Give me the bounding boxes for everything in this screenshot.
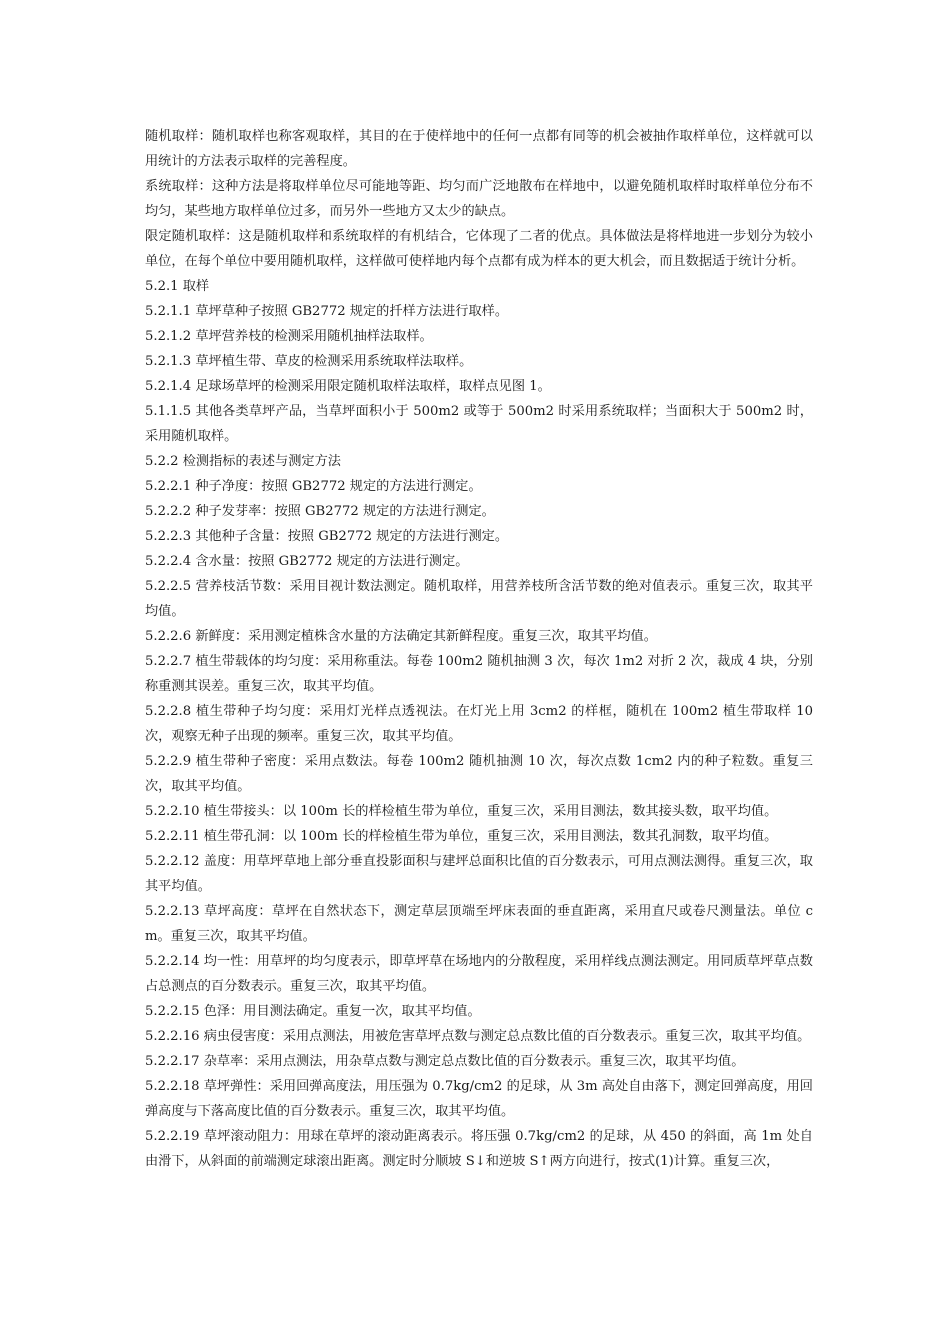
clause-5-2-2-9: 5.2.2.9 植生带种子密度：采用点数法。每卷 100m2 随机抽测 10 次，每次点数 1cm2 内的种子粒数。重复三次，取其平均值。	[145, 754, 813, 794]
clause-5-1-1-5: 5.1.1.5 其他各类草坪产品，当草坪面积小于 500m2 或等于 500m2 时采用系统取样；当面积大于 500m2 时，采用随机取样。	[145, 404, 813, 444]
clause-5-2-2-6: 5.2.2.6 新鲜度：采用测定植株含水量的方法确定其新鲜程度。重复三次，取其平均值。	[145, 629, 657, 644]
document-body	[145, 124, 813, 1174]
clause-5-2-2-1: 5.2.2.1 种子净度：按照 GB2772 规定的方法进行测定。	[145, 479, 482, 494]
clause-5-2-1-2: 5.2.1.2 草坪营养枝的检测采用随机抽样法取样。	[145, 329, 433, 344]
clause-5-2-1-4: 5.2.1.4 足球场草坪的检测采用限定随机取样法取样，取样点见图 1。	[145, 379, 551, 394]
clause-5-2-2-19: 5.2.2.19 草坪滚动阻力：用球在草坪的滚动距离表示。将压强 0.7kg/cm2 的足球，从 450 的斜面，高 1m 处自由滑下，从斜面的前端测定球滚出距离。测定时分顺坡 S↓和逆坡 S↑两方向进行，按式(1)计算。重复三次，	[145, 1129, 813, 1169]
clause-5-2-2-2: 5.2.2.2 种子发芽率：按照 GB2772 规定的方法进行测定。	[145, 504, 495, 519]
paragraph-systematic-sampling: 系统取样：这种方法是将取样单位尽可能地等距、均匀而广泛地散布在样地中，以避免随机取样时取样单位分布不均匀，某些地方取样单位过多，而另外一些地方又太少的缺点。	[145, 179, 813, 219]
clause-5-2-2-4: 5.2.2.4 含水量：按照 GB2772 规定的方法进行测定。	[145, 554, 469, 569]
paragraph-random-sampling: 随机取样：随机取样也称客观取样，其目的在于使样地中的任何一点都有同等的机会被抽作取样单位，这样就可以用统计的方法表示取样的完善程度。	[145, 129, 813, 169]
clause-5-2-2-7: 5.2.2.7 植生带载体的均匀度：采用称重法。每卷 100m2 随机抽测 3 次，每次 1m2 对折 2 次，裁成 4 块，分别称重测其误差。重复三次，取其平均值。	[145, 654, 813, 694]
clause-5-2-2-8: 5.2.2.8 植生带种子均匀度：采用灯光样点透视法。在灯光上用 3cm2 的样框，随机在 100m2 植生带取样 10 次，观察无种子出现的频率。重复三次，取其平均值。	[145, 704, 813, 744]
clause-5-2-2-5: 5.2.2.5 营养枝活节数：采用目视计数法测定。随机取样，用营养枝所含活节数的绝对值表示。重复三次，取其平均值。	[145, 579, 813, 619]
clause-5-2-2-10: 5.2.2.10 植生带接头：以 100m 长的样检植生带为单位，重复三次，采用目测法，数其接头数，取平均值。	[145, 804, 778, 819]
clause-5-2-2-12: 5.2.2.12 盖度：用草坪草地上部分垂直投影面积与建坪总面积比值的百分数表示，可用点测法测得。重复三次，取其平均值。	[145, 854, 813, 894]
section-heading-5-2-2: 5.2.2 检测指标的表述与测定方法	[145, 454, 341, 469]
clause-5-2-1-3: 5.2.1.3 草坪植生带、草皮的检测采用系统取样法取样。	[145, 354, 473, 369]
clause-5-2-2-11: 5.2.2.11 植生带孔洞：以 100m 长的样检植生带为单位，重复三次，采用目测法，数其孔洞数，取平均值。	[145, 829, 778, 844]
clause-5-2-2-18: 5.2.2.18 草坪弹性：采用回弹高度法，用压强为 0.7kg/cm2 的足球，从 3m 高处自由落下，测定回弹高度，用回弹高度与下落高度比值的百分数表示。重复三次，取其平均值。	[145, 1079, 813, 1119]
clause-5-2-2-3: 5.2.2.3 其他种子含量：按照 GB2772 规定的方法进行测定。	[145, 529, 509, 544]
clause-5-2-1-1: 5.2.1.1 草坪草种子按照 GB2772 规定的扦样方法进行取样。	[145, 304, 509, 319]
clause-5-2-2-17: 5.2.2.17 杂草率：采用点测法，用杂草点数与测定总点数比值的百分数表示。重复三次，取其平均值。	[145, 1054, 745, 1069]
paragraph-restricted-random-sampling: 限定随机取样：这是随机取样和系统取样的有机结合，它体现了二者的优点。具体做法是将样地进一步划分为较小单位，在每个单位中要用随机取样，这样做可使样地内每个点都有成为样本的更大机会，而且数据适于统计分析。	[145, 229, 813, 269]
clause-5-2-2-15: 5.2.2.15 色泽：用目测法确定。重复一次，取其平均值。	[145, 1004, 481, 1019]
clause-5-2-2-13: 5.2.2.13 草坪高度：草坪在自然状态下，测定草层顶端至坪床表面的垂直距离，采用直尺或卷尺测量法。单位 cm。重复三次，取其平均值。	[145, 904, 813, 944]
clause-5-2-2-16: 5.2.2.16 病虫侵害度：采用点测法，用被危害草坪点数与测定总点数比值的百分数表示。重复三次，取其平均值。	[145, 1029, 811, 1044]
section-heading-5-2-1: 5.2.1 取样	[145, 279, 210, 294]
clause-5-2-2-14: 5.2.2.14 均一性：用草坪的均匀度表示，即草坪草在场地内的分散程度，采用样线点测法测定。用同质草坪草点数占总测点的百分数表示。重复三次，取其平均值。	[145, 954, 813, 994]
